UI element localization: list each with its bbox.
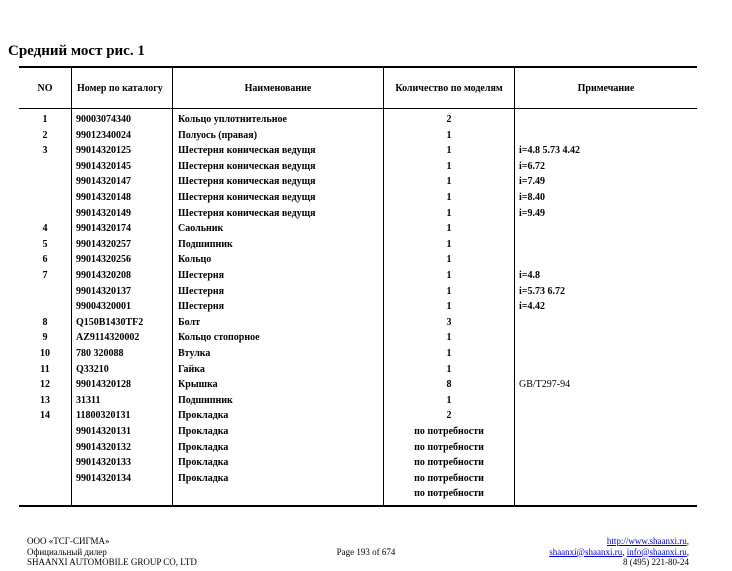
part-name: Прокладка bbox=[178, 426, 229, 437]
footer-contacts: http://www.shaanxi.ru, shaanxi@shaanxi.ru, info@shaanxi.ru, 8 (495) 221-80-24 bbox=[549, 536, 689, 567]
quantity: 1 bbox=[446, 254, 452, 266]
quantity: 1 bbox=[446, 238, 452, 250]
part-name: Болт bbox=[178, 316, 201, 328]
part-name: Шестерня коническая ведущя bbox=[178, 160, 316, 172]
catalog-number: Q150B1430TF2 bbox=[76, 316, 144, 328]
quantity: 1 bbox=[446, 285, 452, 297]
catalog-number: 99014320256 bbox=[76, 254, 131, 266]
note: i=7.49 bbox=[519, 176, 545, 188]
part-name: Прокладка bbox=[178, 441, 229, 453]
footer-dealer: Официальный дилер bbox=[27, 546, 107, 557]
part-name: Кольцо bbox=[178, 254, 212, 266]
quantity: 1 bbox=[446, 301, 452, 313]
row-no: 11 bbox=[40, 363, 50, 375]
catalog-number: 99004320001 bbox=[76, 301, 131, 313]
note: GB/T297-94 bbox=[519, 379, 571, 391]
column-divider bbox=[172, 68, 173, 505]
website-link[interactable]: http://www.shaanxi.ru bbox=[606, 536, 687, 546]
part-name: Шестерня коническая ведущя bbox=[178, 176, 316, 188]
part-name: Шестерня bbox=[178, 301, 225, 313]
catalog-number: 11800320131 bbox=[76, 410, 131, 422]
footer-manufacturer: SHAANXI AUTOMOBILE GROUP CO, LTD bbox=[27, 557, 197, 567]
quantity: 1 bbox=[446, 332, 452, 344]
catalog-number: AZ9114320002 bbox=[76, 332, 140, 344]
part-name: Крышка bbox=[178, 379, 218, 391]
table-bottom-rule bbox=[19, 505, 697, 507]
part-name: Прокладка bbox=[178, 410, 229, 422]
row-no: 7 bbox=[42, 270, 48, 281]
row-no: 2 bbox=[42, 129, 48, 141]
part-name: Шестерня bbox=[178, 270, 225, 281]
part-name: Втулка bbox=[178, 348, 211, 359]
quantity: 3 bbox=[446, 316, 452, 328]
row-no: 6 bbox=[42, 254, 48, 266]
catalog-number: 99014320134 bbox=[76, 472, 131, 484]
row-no: 5 bbox=[42, 238, 48, 250]
footer-company: ООО «ТСГ-СИГМА» bbox=[27, 536, 110, 546]
part-name: Кольцо стопорное bbox=[178, 332, 260, 344]
catalog-number: 99014320208 bbox=[76, 270, 131, 281]
catalog-number: 31311 bbox=[76, 394, 101, 406]
row-no: 8 bbox=[42, 316, 48, 328]
row-no: 12 bbox=[40, 379, 50, 391]
catalog-number: 99014320257 bbox=[76, 238, 131, 250]
catalog-number: Q33210 bbox=[76, 363, 109, 375]
note: i=4.42 bbox=[519, 301, 545, 313]
header-catalog: Номер по каталогу bbox=[77, 82, 163, 94]
catalog-number: 99014320133 bbox=[76, 457, 131, 469]
quantity: 1 bbox=[446, 145, 452, 157]
note: i=8.40 bbox=[519, 192, 545, 203]
quantity: по потребности bbox=[414, 488, 484, 500]
quantity: 1 bbox=[446, 394, 452, 406]
column-divider bbox=[71, 68, 72, 505]
quantity: 1 bbox=[446, 129, 452, 141]
quantity: по потребности bbox=[414, 441, 484, 453]
row-no: 14 bbox=[40, 410, 50, 422]
row-no: 3 bbox=[42, 145, 48, 157]
row-no: 9 bbox=[42, 332, 48, 344]
email-link-info[interactable]: info@shaanxi.ru bbox=[626, 546, 687, 557]
quantity: 1 bbox=[446, 160, 452, 172]
quantity: 1 bbox=[446, 363, 452, 375]
catalog-number: 99014320149 bbox=[76, 207, 131, 219]
catalog-number: 99014320148 bbox=[76, 192, 131, 203]
quantity: 1 bbox=[446, 192, 452, 203]
header-qty: Количество по моделям bbox=[395, 82, 503, 94]
quantity: по потребности bbox=[414, 457, 484, 469]
part-name: Шестерня bbox=[178, 285, 225, 297]
table-header-rule bbox=[19, 108, 697, 109]
part-name: Прокладка bbox=[178, 472, 229, 484]
row-no: 4 bbox=[42, 223, 48, 235]
header-no: NO bbox=[37, 82, 53, 94]
catalog-number: 99014320131 bbox=[76, 426, 131, 437]
part-name: Подшипник bbox=[178, 238, 233, 250]
header-note: Примечание bbox=[577, 82, 635, 94]
quantity: по потребности bbox=[414, 472, 484, 484]
page-number: Page 193 of 674 bbox=[336, 547, 396, 557]
page-title: Средний мост рис. 1 bbox=[8, 43, 145, 59]
note: i=4.8 5.73 4.42 bbox=[519, 145, 580, 157]
catalog-number: 99014320128 bbox=[76, 379, 131, 391]
quantity: 1 bbox=[446, 223, 452, 235]
part-name: Шестерня коническая ведущя bbox=[178, 192, 316, 203]
note: i=6.72 bbox=[519, 160, 545, 172]
catalog-number: 99014320174 bbox=[76, 223, 131, 235]
header-name: Наименование bbox=[244, 82, 312, 94]
column-divider bbox=[514, 68, 515, 505]
part-name: Шестерня коническая ведущя bbox=[178, 145, 316, 157]
quantity: 1 bbox=[446, 176, 452, 188]
row-no: 13 bbox=[40, 394, 50, 406]
part-name: Кольцо уплотнительное bbox=[178, 114, 287, 125]
footer-phone: 8 (495) 221-80-24 bbox=[623, 557, 689, 567]
catalog-number: 99014320125 bbox=[76, 145, 131, 157]
quantity: 1 bbox=[446, 348, 452, 359]
catalog-number: 90003074340 bbox=[76, 114, 131, 125]
catalog-number: 780 320088 bbox=[76, 348, 124, 359]
row-no: 1 bbox=[42, 114, 48, 125]
note: i=9.49 bbox=[519, 207, 545, 219]
catalog-number: 99014320147 bbox=[76, 176, 131, 188]
quantity: 2 bbox=[446, 114, 452, 125]
quantity: 1 bbox=[446, 207, 452, 219]
quantity: 8 bbox=[446, 379, 452, 391]
quantity: 2 bbox=[446, 410, 452, 422]
catalog-number: 99012340024 bbox=[76, 129, 131, 141]
part-name: Полуось (правая) bbox=[178, 129, 258, 141]
quantity: 1 bbox=[446, 270, 452, 281]
part-name: Подшипник bbox=[178, 394, 233, 406]
row-no: 10 bbox=[40, 348, 50, 359]
note: i=5.73 6.72 bbox=[519, 285, 565, 297]
part-name: Шестерня коническая ведущя bbox=[178, 207, 316, 219]
catalog-number: 99014320132 bbox=[76, 441, 131, 453]
part-name: Прокладка bbox=[178, 457, 229, 469]
note: i=4.8 bbox=[519, 270, 540, 281]
part-name: Саольник bbox=[178, 223, 224, 235]
catalog-number: 99014320145 bbox=[76, 160, 131, 172]
catalog-number: 99014320137 bbox=[76, 285, 131, 297]
quantity: по потребности bbox=[414, 426, 484, 437]
part-name: Гайка bbox=[178, 363, 205, 375]
email-link-shaanxi[interactable]: shaanxi@shaanxi.ru bbox=[549, 546, 623, 557]
